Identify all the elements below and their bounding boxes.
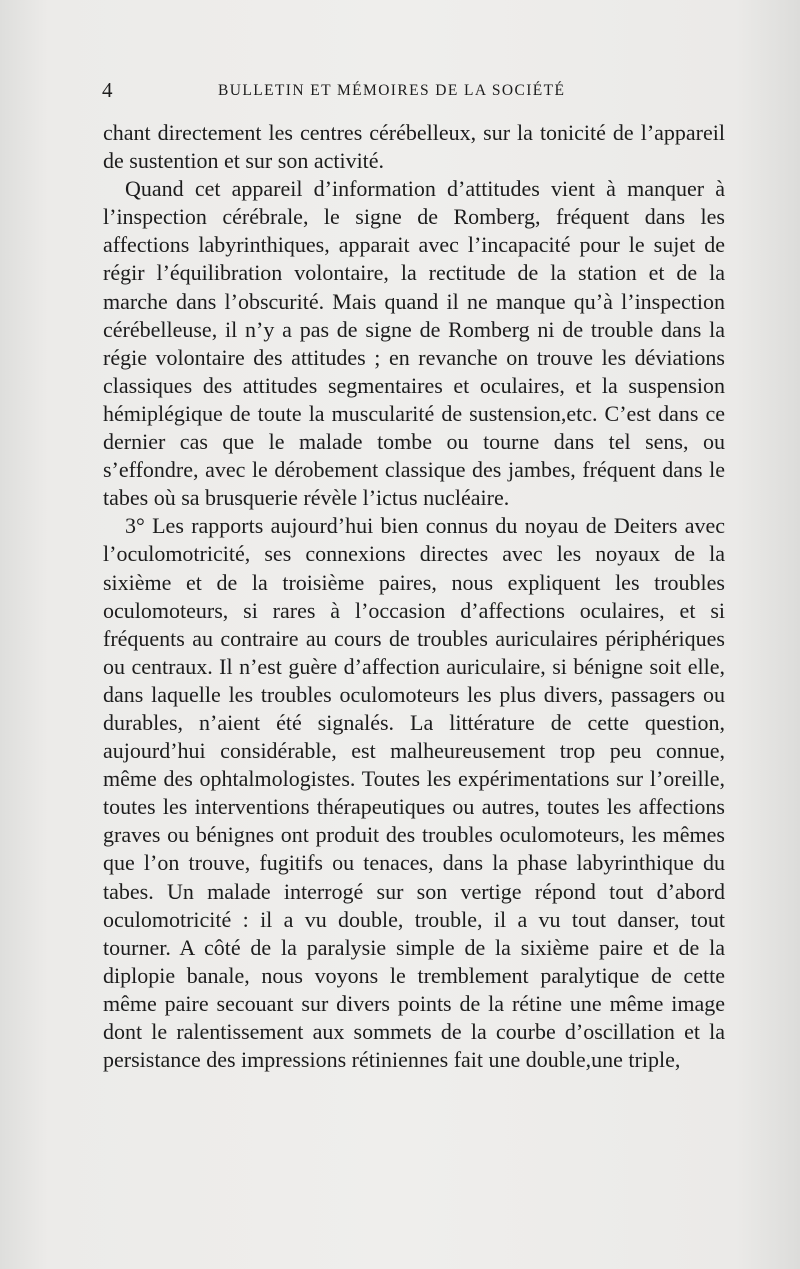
paragraph-continuation: chant directement les centres cérébelleux, sur la tonicité de l’appareil de sustention et sur son activité. xyxy=(103,120,725,174)
body-text xyxy=(103,119,725,1074)
page-number: 4 xyxy=(102,78,113,102)
paragraph-oculomotor: 3° Les rapports aujourd’hui bien connus du noyau de Deiters avec l’oculomotricité, ses connexions directes avec les noyaux de la sixième et de la troisième paires, nous expliquent les troubles oculomoteurs, si rares à l’occasion d’affections oculaires, et si fréquents au contraire au cours de troubles auriculaires périphériques ou centraux. Il n’est guère d’affection auriculaire, si bénigne soit elle, dans laquelle les troubles oculomoteurs les plus divers, passagers ou durables, n’aient été signalés. La littérature de cette question, aujourd’hui considérable, est malheureusement trop peu connue, même des ophtalmologistes. Toutes les expérimentations sur l’oreille, toutes les interventions thérapeutiques ou autres, toutes les affections graves ou bénignes ont produit des troubles oculomoteurs, les mêmes que l’on trouve, fugitifs ou tenaces, dans la phase labyrinthique du tabes. Un malade interrogé sur son vertige répond tout d’abord oculomotricité : il a vu double, trouble, il a vu tout danser, tout tourner. A côté de la paralysie simple de la sixième paire et de la diplopie banale, nous voyons le tremblement paralytique de cette même paire secouant sur divers points de la rétine une même image dont le ralentissement aux sommets de la courbe d’oscillation et la persistance des impressions rétiniennes fait une double,une triple, xyxy=(103,513,725,1073)
running-head: BULLETIN ET MÉMOIRES DE LA SOCIÉTÉ xyxy=(218,82,566,99)
page-header xyxy=(102,76,622,104)
paragraph-romberg: Quand cet appareil d’information d’attitudes vient à manquer à l’inspection cérébrale, le signe de Romberg, fréquent dans les affections labyrinthiques, apparait avec l’incapacité pour le sujet de régir l’équilibration volontaire, la rectitude de la station et de la marche dans l’obscurité. Mais quand il ne manque qu’à l’inspection cérébelleuse, il n’y a pas de signe de Romberg ni de trouble dans la régie volontaire des attitudes ; en revanche on trouve les déviations classiques des attitudes segmentaires et oculaires, et la suspension hémiplégique de toute la muscularité de sustension,etc. C’est dans ce dernier cas que le malade tombe ou tourne dans tel sens, ou s’effondre, avec le dérobement classique des jambes, fréquent dans le tabes où sa brusquerie révèle l’ictus nucléaire. xyxy=(103,176,725,511)
